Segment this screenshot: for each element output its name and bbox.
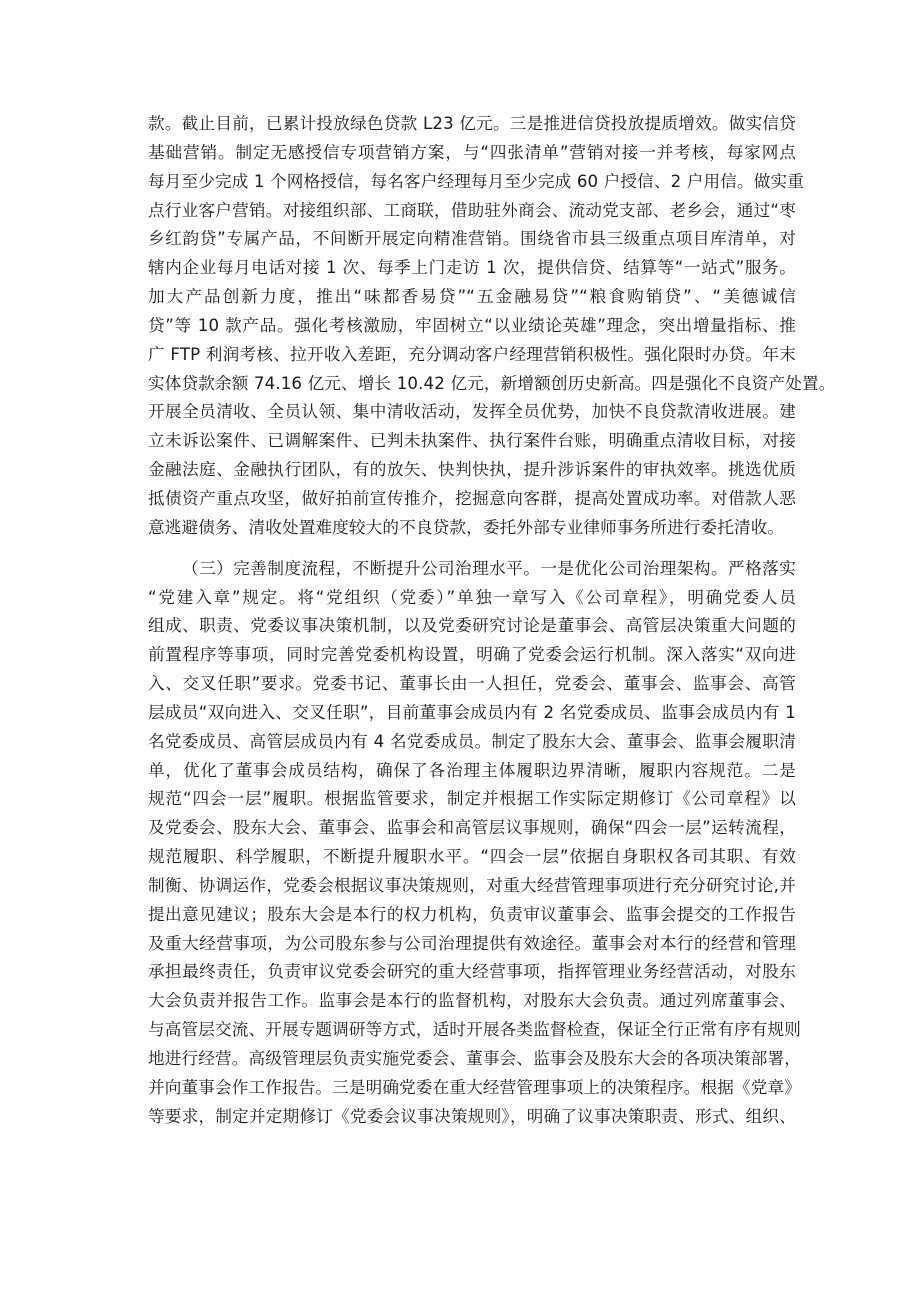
- text-line: 与高管层交流、开展专题调研等方式，适时开展各类监督检查，保证全行正常有序有规则: [148, 1020, 802, 1040]
- text-line: 金融法庭、金融执行团队，有的放矢、快判快执，提升涉诉案件的审执效率。挑选优质: [148, 460, 796, 480]
- text-line: 基础营销。制定无感授信专项营销方案，与“四张清单”营销对接一并考核，每家网点: [148, 142, 796, 162]
- text-line: 意逃避债务、清收处置难度较大的不良贷款，委托外部专业律师事务所进行委托清收。: [148, 517, 785, 537]
- text-line: 并向董事会作工作报告。三是明确党委在重大经营管理事项上的决策程序。根据《党章》: [148, 1077, 802, 1097]
- text-line: （三）完善制度流程，不断提升公司治理水平。一是优化公司治理架构。严格落实: [182, 558, 796, 578]
- text-line: 单，优化了董事会成员结构，确保了各治理主体履职边界清晰，履职内容规范。二是: [148, 760, 796, 780]
- text-line: 名党委成员、高管层成员内有 4 名党委成员。制定了股东大会、董事会、监事会履职清: [148, 731, 796, 751]
- text-line: 及重大经营事项，为公司股东参与公司治理提供有效途径。董事会对本行的经营和管理: [148, 933, 796, 953]
- text-line: 地进行经营。高级管理层负责实施党委会、董事会、监事会及股东大会的各项决策部署，: [148, 1049, 802, 1068]
- text-line: 大会负责并报告工作。监事会是本行的监督机构，对股东大会负责。通过列席董事会、: [148, 991, 796, 1011]
- text-line: 规范履职、科学履职，不断提升履职水平。“四会一层”依据自身职权各司其职、有效: [148, 847, 796, 867]
- text-line: 承担最终责任，负责审议党委会研究的重大经营事项，指挥管理业务经营活动，对股东: [148, 962, 796, 982]
- text-line: 辖内企业每月电话对接 1 次、每季上门走访 1 次，提供信贷、结算等“一站式”服务。: [148, 258, 796, 278]
- text-line: 组成、职责、党委议事决策机制，以及党委研究讨论是董事会、高管层决策重大问题的: [148, 616, 796, 636]
- text-line: 层成员“双向进入、交叉任职”，目前董事会成员内有 2 名党委成员、监事会成员内有 1: [148, 702, 796, 722]
- text-line: 前置程序等事项，同时完善党委机构设置，明确了党委会运行机制。深入落实“双向进: [148, 645, 796, 665]
- text-line: 抵债资产重点攻坚，做好拍前宣传推介，挖掘意向客群，提高处置成功率。对借款人恶: [148, 488, 796, 508]
- text-line: “党建入章”规定。将“党组织（党委）”单独一章写入《公司章程》，明确党委人员: [148, 587, 796, 607]
- paragraph-corporate-governance: [148, 555, 802, 1132]
- text-line: 点行业客户营销。对接组织部、工商联，借助驻外商会、流动党支部、老乡会，通过“枣: [148, 200, 796, 220]
- text-line: 入、交叉任职”要求。党委书记、董事长由一人担任，党委会、董事会、监事会、高管: [148, 674, 796, 694]
- text-line: 及党委会、股东大会、董事会、监事会和高管层议事规则，确保“四会一层”运转流程，: [148, 818, 796, 838]
- text-line: 乡红韵贷”专属产品，不间断开展定向精准营销。围绕省市县三级重点项目库清单，对: [148, 229, 796, 249]
- text-line: 款。截止目前，已累计投放绿色贷款 L23 亿元。三是推进信贷投放提质增效。做实信贷: [148, 114, 796, 133]
- text-line: 等要求，制定并定期修订《党委会议事决策规则》，明确了议事决策职责、形式、组织、: [148, 1106, 796, 1126]
- text-line: 规范“四会一层”履职。根据监管要求，制定并根据工作实际定期修订《公司章程》以: [148, 789, 796, 809]
- text-line: 立未诉讼案件、已调解案件、已判未执案件、执行案件台账，明确重点清收目标，对接: [148, 431, 796, 451]
- text-line: 每月至少完成 1 个网格授信，每名客户经理每月至少完成 60 户授信、2 户用信。做实重: [148, 171, 804, 191]
- document-body: [148, 110, 836, 1132]
- text-line: 开展全员清收、全员认领、集中清收活动，发挥全员优势，加快不良贷款清收进展。建: [148, 402, 796, 422]
- text-line: 提出意见建议；股东大会是本行的权力机构，负责审议董事会、监事会提交的工作报告: [148, 904, 796, 924]
- text-line: 加大产品创新力度，推出“味都香易贷”“五金融易贷”“粮食购销贷”、“美德诚信: [148, 287, 796, 307]
- paragraph-loan-disbursement: [148, 110, 836, 543]
- text-line: 广 FTP 利润考核、拉开收入差距，充分调动客户经理营销积极性。强化限时办贷。年末: [148, 344, 796, 364]
- paragraph-spacer: [148, 543, 796, 555]
- text-line: 贷”等 10 款产品。强化考核激励，牢固树立“以业绩论英雄”理念，突出增量指标、推: [148, 315, 796, 335]
- text-line: 制衡、协调运作，党委会根据议事决策规则，对重大经营管理事项进行充分研究讨论,并: [148, 875, 796, 895]
- text-line: 实体贷款余额 74.16 亿元、增长 10.42 亿元，新增额创历史新高。四是强化不良资产处置。: [148, 373, 836, 393]
